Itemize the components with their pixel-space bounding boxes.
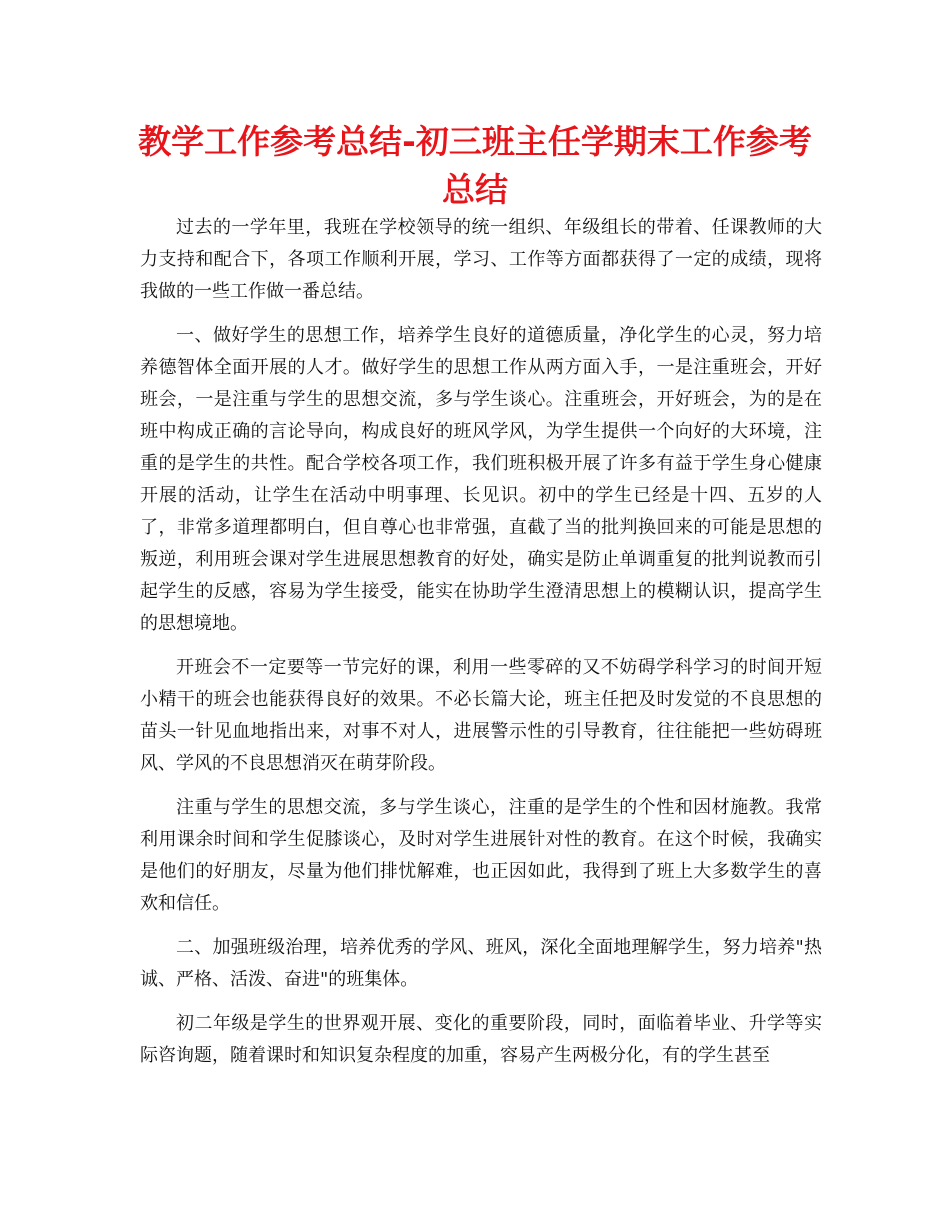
paragraph-section-two: 二、加强班级治理，培养优秀的学风、班风，深化全面地理解学生，努力培养"热诚、严格、活泼、奋进"的班集体。 [140, 937, 822, 990]
paragraph-class-meetings: 开班会不一定要等一节完好的课，利用一些零碎的又不妨碍学科学习的时间开短小精干的班会也能获得良好的效果。不必长篇大论，班主任把及时发觉的不良思想的苗头一针见血地指出来，对事不对人，进展警示性的引导教育，往往能把一些妨碍班风、学风的不良思想消灭在萌芽阶段。 [140, 657, 822, 774]
paragraph-grade-two: 初二年级是学生的世界观开展、变化的重要阶段，同时，面临着毕业、升学等实际咨询题，随着课时和知识复杂程度的加重，容易产生两极分化，有的学生甚至 [140, 1013, 822, 1066]
paragraph-student-communication: 注重与学生的思想交流，多与学生谈心，注重的是学生的个性和因材施教。我常利用课余时间和学生促膝谈心，及时对学生进展针对性的教育。在这个时候，我确实是他们的好朋友，尽量为他们排忧解难，也正因如此，我得到了班上大多数学生的喜欢和信任。 [140, 797, 822, 914]
document-body [140, 212, 822, 1084]
paragraph-section-one: 一、做好学生的思想工作，培养学生良好的道德质量，净化学生的心灵，努力培养德智体全面开展的人才。做好学生的思想工作从两方面入手，一是注重班会，开好班会，一是注重与学生的思想交流，多与学生谈心。注重班会，开好班会，为的是在班中构成正确的言论导向，构成良好的班风学风，为学生提供一个向好的大环境，注重的是学生的共性。配合学校各项工作，我们班积极开展了许多有益于学生身心健康开展的活动，让学生在活动中明事理、长见识。初中的学生已经是十四、五岁的人了，非常多道理都明白，但自尊心也非常强，直截了当的批判换回来的可能是思想的叛逆，利用班会课对学生进展思想教育的好处，确实是防止单调重复的批判说教而引起学生的反感，容易为学生接受，能实在协助学生澄清思想上的模糊认识，提高学生的思想境地。 [140, 325, 822, 634]
document-title: 教学工作参考总结-初三班主任学期末工作参考总结 [138, 122, 812, 209]
paragraph-intro: 过去的一学年里，我班在学校领导的统一组织、年级组长的带着、任课教师的大力支持和配合下，各项工作顺利开展，学习、工作等方面都获得了一定的成绩，现将我做的一些工作做一番总结。 [140, 217, 822, 302]
